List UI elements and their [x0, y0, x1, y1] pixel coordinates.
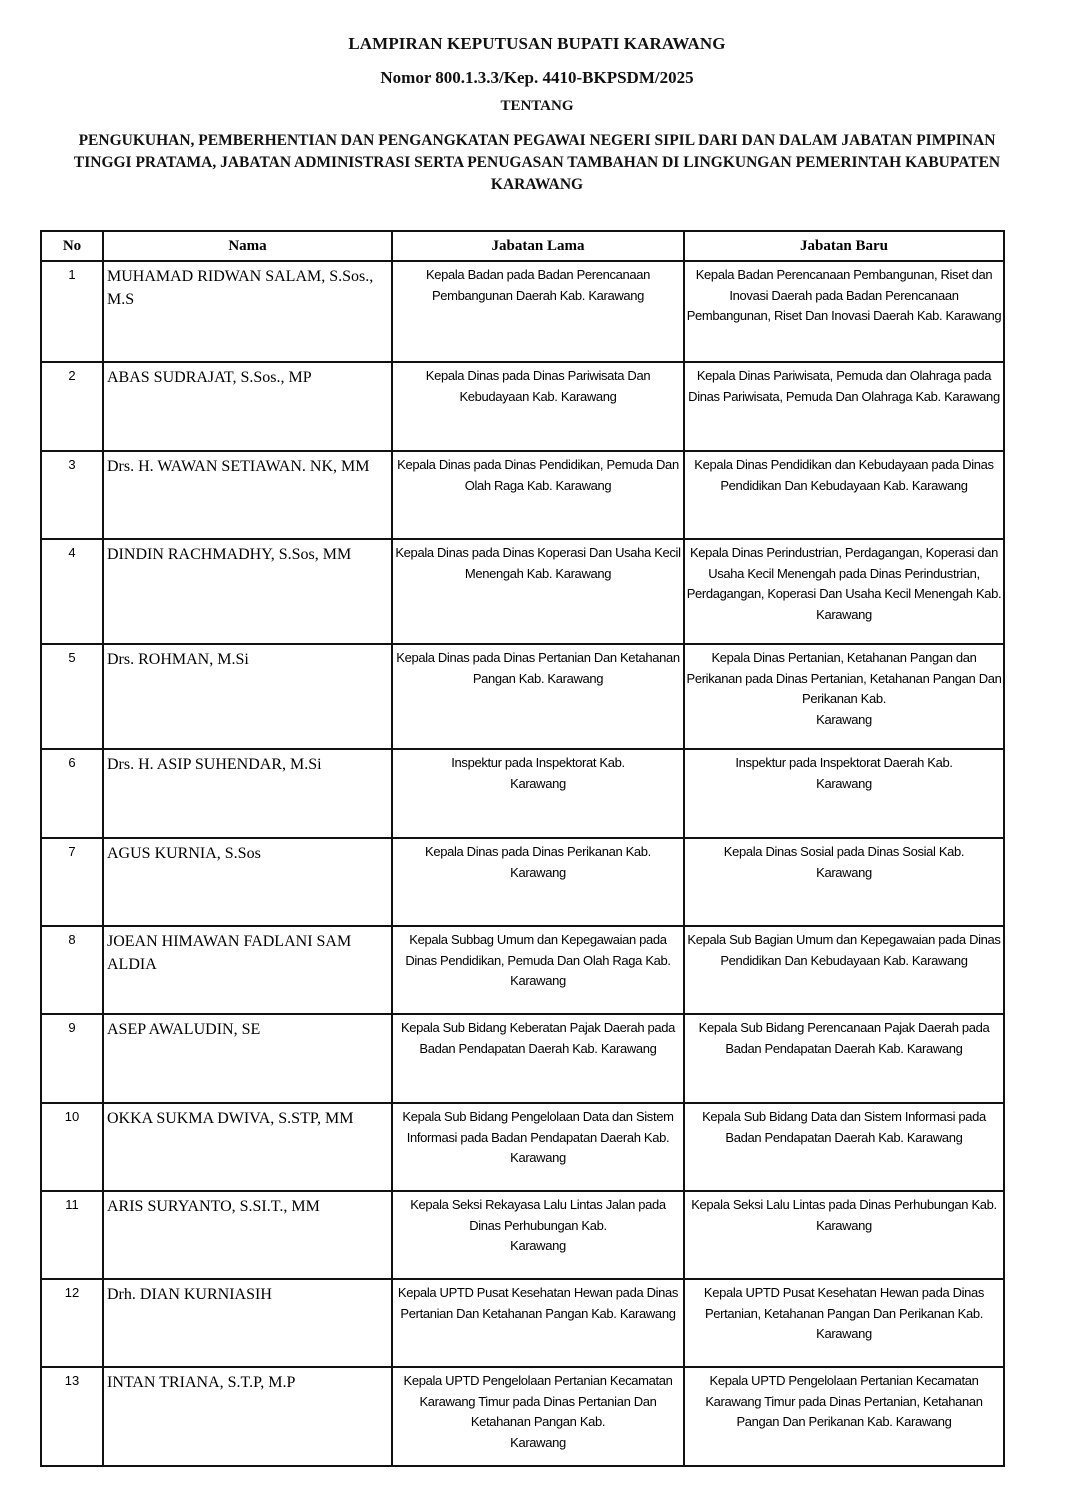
new-position: Kepala Seksi Lalu Lintas pada Dinas Perhubungan Kab. Karawang [684, 1191, 1004, 1279]
new-position: Kepala Dinas Pertanian, Ketahanan Pangan dan Perikanan pada Dinas Pertanian, Ketahanan Pangan Dan Perikanan Kab. Karawang [684, 644, 1004, 749]
row-number: 6 [41, 749, 103, 838]
old-position: Kepala Dinas pada Dinas Pendidikan, Pemuda Dan Olah Raga Kab. Karawang [392, 451, 684, 539]
table-row [41, 749, 1004, 838]
old-position: Kepala Dinas pada Dinas Pertanian Dan Ketahanan Pangan Kab. Karawang [392, 644, 684, 749]
table-row [41, 926, 1004, 1014]
column-header-jabatan-lama: Jabatan Lama [392, 231, 684, 261]
table-row [41, 1103, 1004, 1191]
old-position: Kepala Dinas pada Dinas Pariwisata Dan Kebudayaan Kab. Karawang [392, 362, 684, 451]
employee-name: Drs. ROHMAN, M.Si [103, 644, 392, 749]
employee-name: Drs. H. WAWAN SETIAWAN. NK, MM [103, 451, 392, 539]
table-row [41, 451, 1004, 539]
appointment-table [40, 230, 1005, 1467]
old-position: Kepala Badan pada Badan Perencanaan Pembangunan Daerah Kab. Karawang [392, 261, 684, 362]
decree-subject: PENGUKUHAN, PEMBERHENTIAN DAN PENGANGKATAN PEGAWAI NEGERI SIPIL DARI DAN DALAM JABATAN PIMPINAN TINGGI PRATAMA, JABATAN ADMINISTRASI SERTA PENUGASAN TAMBAHAN DI LINGKUNGAN PEMERINTAH KABUPATEN KARAWANG [73, 132, 1001, 193]
new-position: Kepala Dinas Perindustrian, Perdagangan, Koperasi dan Usaha Kecil Menengah pada Dinas Perindustrian, Perdagangan, Koperasi Dan Usaha Kecil Menengah Kab. Karawang [684, 539, 1004, 644]
table-row [41, 644, 1004, 749]
table-row [41, 1191, 1004, 1279]
row-number: 9 [41, 1014, 103, 1103]
column-header-nama: Nama [103, 231, 392, 261]
row-number: 10 [41, 1103, 103, 1191]
table-row [41, 261, 1004, 362]
about-label: TENTANG [500, 98, 574, 114]
new-position: Kepala Dinas Pendidikan dan Kebudayaan pada Dinas Pendidikan Dan Kebudayaan Kab. Karawang [684, 451, 1004, 539]
table-row [41, 1367, 1004, 1466]
employee-name: AGUS KURNIA, S.Sos [103, 838, 392, 926]
table-row [41, 1014, 1004, 1103]
new-position: Kepala UPTD Pengelolaan Pertanian Kecamatan Karawang Timur pada Dinas Pertanian, Ketahanan Pangan Dan Perikanan Kab. Karawang [684, 1367, 1004, 1466]
row-number: 12 [41, 1279, 103, 1367]
old-position: Inspektur pada Inspektorat Kab. Karawang [392, 749, 684, 838]
row-number: 4 [41, 539, 103, 644]
old-position: Kepala Dinas pada Dinas Perikanan Kab. Karawang [392, 838, 684, 926]
new-position: Kepala Sub Bidang Perencanaan Pajak Daerah pada Badan Pendapatan Daerah Kab. Karawang [684, 1014, 1004, 1103]
document-title: LAMPIRAN KEPUTUSAN BUPATI KARAWANG [348, 34, 726, 53]
employee-name: OKKA SUKMA DWIVA, S.STP, MM [103, 1103, 392, 1191]
column-header-no: No [41, 231, 103, 261]
employee-name: Drh. DIAN KURNIASIH [103, 1279, 392, 1367]
employee-name: ARIS SURYANTO, S.SI.T., MM [103, 1191, 392, 1279]
row-number: 2 [41, 362, 103, 451]
new-position: Kepala Sub Bagian Umum dan Kepegawaian pada Dinas Pendidikan Dan Kebudayaan Kab. Karawang [684, 926, 1004, 1014]
column-header-jabatan-baru: Jabatan Baru [684, 231, 1004, 261]
new-position: Kepala Badan Perencanaan Pembangunan, Riset dan Inovasi Daerah pada Badan Perencanaan Pembangunan, Riset Dan Inovasi Daerah Kab. Karawang [684, 261, 1004, 362]
employee-name: MUHAMAD RIDWAN SALAM, S.Sos., M.S [103, 261, 392, 362]
employee-name: JOEAN HIMAWAN FADLANI SAM ALDIA [103, 926, 392, 1014]
old-position: Kepala Dinas pada Dinas Koperasi Dan Usaha Kecil Menengah Kab. Karawang [392, 539, 684, 644]
employee-name: ASEP AWALUDIN, SE [103, 1014, 392, 1103]
row-number: 3 [41, 451, 103, 539]
employee-name: INTAN TRIANA, S.T.P, M.P [103, 1367, 392, 1466]
new-position: Kepala Dinas Sosial pada Dinas Sosial Kab. Karawang [684, 838, 1004, 926]
old-position: Kepala Subbag Umum dan Kepegawaian pada Dinas Pendidikan, Pemuda Dan Olah Raga Kab. Karawang [392, 926, 684, 1014]
old-position: Kepala Sub Bidang Keberatan Pajak Daerah pada Badan Pendapatan Daerah Kab. Karawang [392, 1014, 684, 1103]
row-number: 8 [41, 926, 103, 1014]
table-header-row [41, 231, 1004, 261]
new-position: Kepala Dinas Pariwisata, Pemuda dan Olahraga pada Dinas Pariwisata, Pemuda Dan Olahraga Kab. Karawang [684, 362, 1004, 451]
employee-name: DINDIN RACHMADHY, S.Sos, MM [103, 539, 392, 644]
row-number: 13 [41, 1367, 103, 1466]
old-position: Kepala UPTD Pusat Kesehatan Hewan pada Dinas Pertanian Dan Ketahanan Pangan Kab. Karawang [392, 1279, 684, 1367]
table-row [41, 838, 1004, 926]
row-number: 11 [41, 1191, 103, 1279]
employee-name: Drs. H. ASIP SUHENDAR, M.Si [103, 749, 392, 838]
decree-number: Nomor 800.1.3.3/Kep. 4410-BKPSDM/2025 [380, 68, 694, 87]
table-row [41, 1279, 1004, 1367]
table-row [41, 539, 1004, 644]
table-row [41, 362, 1004, 451]
row-number: 7 [41, 838, 103, 926]
row-number: 5 [41, 644, 103, 749]
new-position: Kepala UPTD Pusat Kesehatan Hewan pada Dinas Pertanian, Ketahanan Pangan Dan Perikanan Kab. Karawang [684, 1279, 1004, 1367]
old-position: Kepala Seksi Rekayasa Lalu Lintas Jalan pada Dinas Perhubungan Kab. Karawang [392, 1191, 684, 1279]
row-number: 1 [41, 261, 103, 362]
old-position: Kepala Sub Bidang Pengelolaan Data dan Sistem Informasi pada Badan Pendapatan Daerah Kab. Karawang [392, 1103, 684, 1191]
old-position: Kepala UPTD Pengelolaan Pertanian Kecamatan Karawang Timur pada Dinas Pertanian Dan Ketahanan Pangan Kab. Karawang [392, 1367, 684, 1466]
new-position: Kepala Sub Bidang Data dan Sistem Informasi pada Badan Pendapatan Daerah Kab. Karawang [684, 1103, 1004, 1191]
employee-name: ABAS SUDRAJAT, S.Sos., MP [103, 362, 392, 451]
new-position: Inspektur pada Inspektorat Daerah Kab. Karawang [684, 749, 1004, 838]
